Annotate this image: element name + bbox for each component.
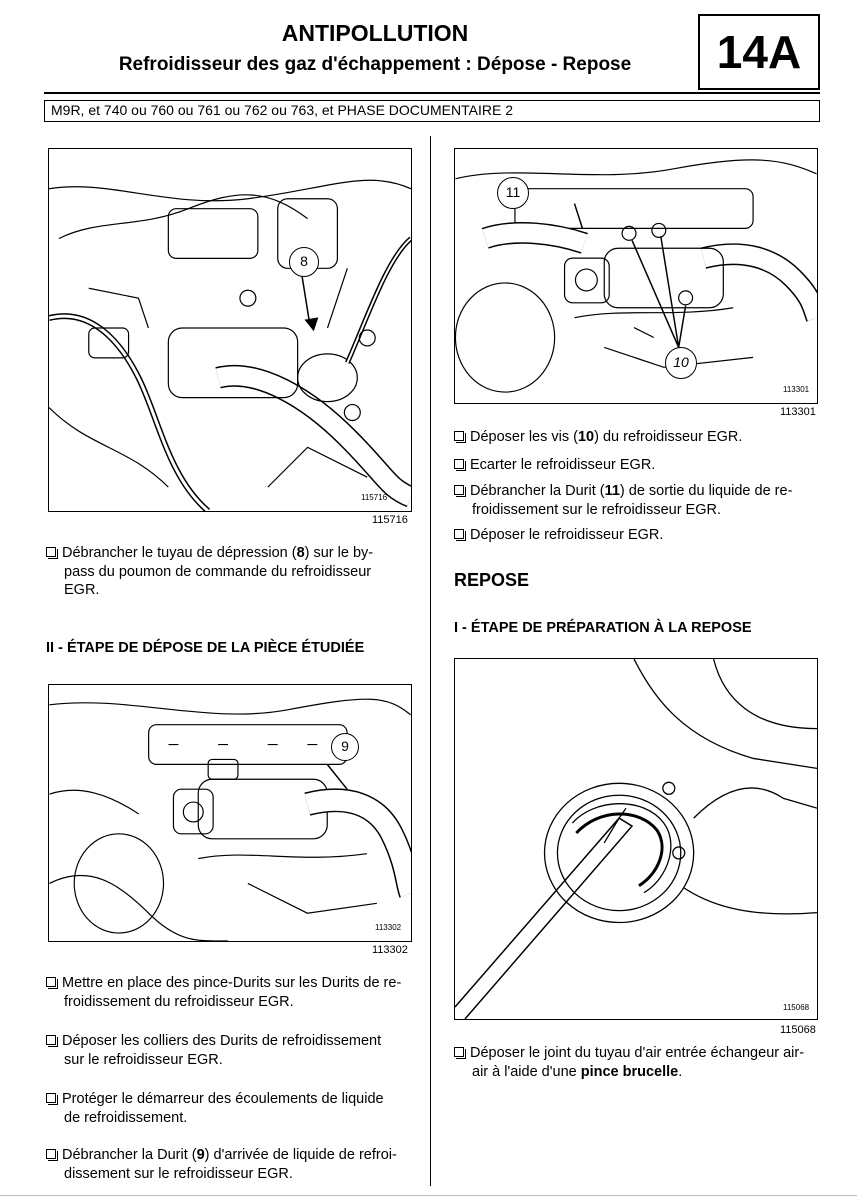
step-remove-cooler: Déposer le refroidisseur EGR. xyxy=(454,526,820,545)
chapter-badge: 14A xyxy=(698,14,820,90)
step-disconnect-vacuum-pipe: Débrancher le tuyau de dépression (8) sur le by- pass du poumon de commande du refroidisseur EGR. xyxy=(46,544,412,600)
figure-egr-cooler-inlet xyxy=(48,684,412,942)
figure-inner-number: 113301 xyxy=(783,385,810,394)
callout-11: 11 xyxy=(497,177,529,209)
figure-inner-number: 115068 xyxy=(783,1003,810,1012)
section-heading-removal: II - ÉTAPE DE DÉPOSE DE LA PIÈCE ÉTUDIÉE xyxy=(46,640,365,656)
header-rule xyxy=(44,92,820,94)
figure-number: 113301 xyxy=(780,406,816,418)
step-remove-screws: Déposer les vis (10) du refroidisseur EGR. xyxy=(454,428,820,447)
figure-number: 115716 xyxy=(372,514,408,526)
figure-number: 113302 xyxy=(372,944,408,956)
callout-10: 10 xyxy=(665,347,697,379)
applicability-box: M9R, et 740 ou 760 ou 761 ou 762 ou 763, et PHASE DOCUMENTAIRE 2 xyxy=(44,100,820,122)
figure-inner-number: 115716 xyxy=(361,493,388,502)
step-move-cooler: Ecarter le refroidisseur EGR. xyxy=(454,456,820,475)
page-subtitle: Refroidisseur des gaz d'échappement : Dépose - Repose xyxy=(118,54,632,75)
section-heading-preparation: I - ÉTAPE DE PRÉPARATION À LA REPOSE xyxy=(454,620,752,636)
page-title: ANTIPOLLUTION xyxy=(281,20,469,46)
step-disconnect-outlet-hose: Débrancher la Durit (11) de sortie du liquide de re- froidissement sur le refroidisseur EGR. xyxy=(454,482,820,519)
figure-air-pipe-seal xyxy=(454,658,818,1020)
step-protect-starter: Protéger le démarreur des écoulements de liquide de refroidissement. xyxy=(46,1090,412,1127)
figure-egr-cooler-bolts xyxy=(454,148,818,404)
step-remove-clips: Déposer les colliers des Durits de refroidissement sur le refroidisseur EGR. xyxy=(46,1032,412,1069)
figure-inner-number: 113302 xyxy=(375,923,402,932)
step-remove-air-pipe-seal: Déposer le joint du tuyau d'air entrée échangeur air- air à l'aide d'une pince brucelle. xyxy=(454,1044,820,1081)
callout-8: 8 xyxy=(289,247,319,277)
step-disconnect-inlet-hose: Débrancher la Durit (9) d'arrivée de liquide de refroi- dissement sur le refroidisseur EGR. xyxy=(46,1146,412,1183)
figure-engine-vacuum-pipe xyxy=(48,148,412,512)
column-divider xyxy=(430,136,431,1186)
callout-9: 9 xyxy=(331,733,359,761)
section-heading-refit: REPOSE xyxy=(454,570,530,590)
figure-number: 115068 xyxy=(780,1024,816,1036)
step-install-hose-clamps: Mettre en place des pince-Durits sur les Durits de re- froidissement du refroidisseur EGR. xyxy=(46,974,412,1011)
page-bottom-rule xyxy=(0,1195,857,1196)
